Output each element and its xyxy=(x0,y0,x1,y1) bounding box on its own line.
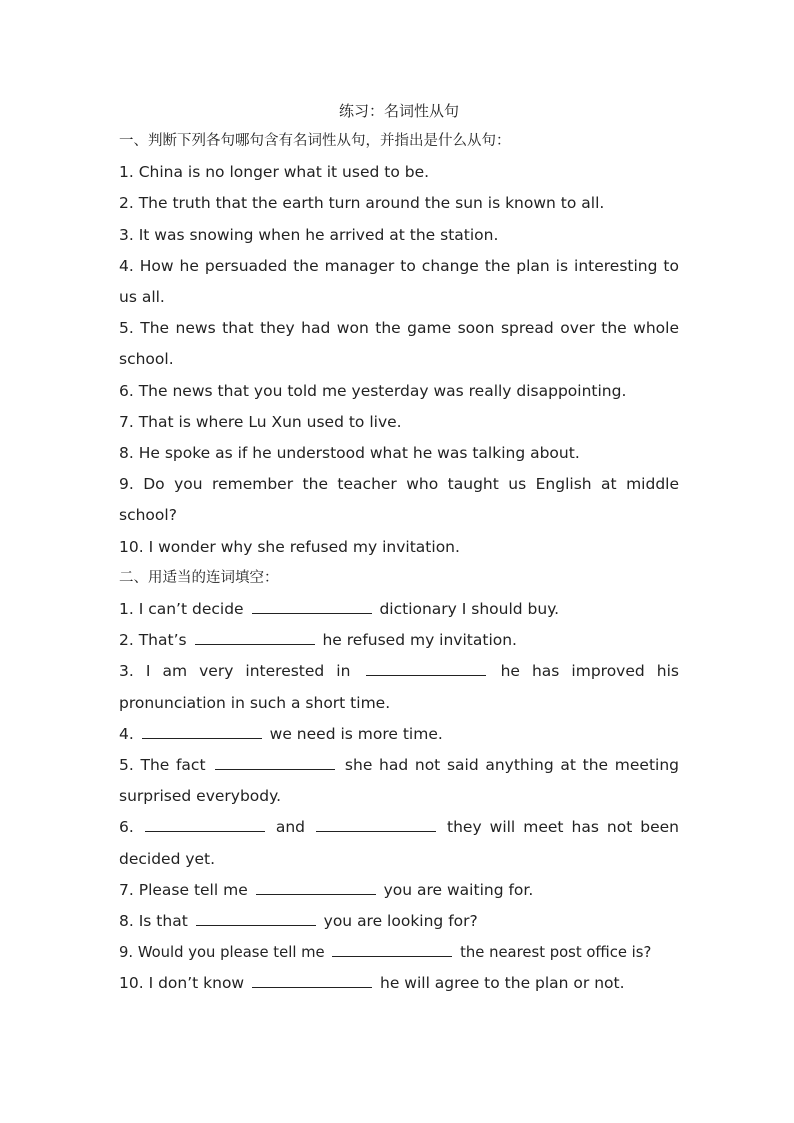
fill-item-prefix: 10. I don’t know xyxy=(119,974,245,993)
sentence-item: 4. How he persuaded the manager to change the plan is interesting to us all. xyxy=(119,256,679,307)
fill-item xyxy=(119,750,679,812)
fill-item-prefix: 4. xyxy=(119,724,134,743)
answer-blank[interactable] xyxy=(142,724,262,739)
answer-blank[interactable] xyxy=(145,817,265,832)
fill-item xyxy=(119,875,679,906)
section-judge xyxy=(119,126,679,563)
fill-item-suffix: he will agree to the plan or not. xyxy=(380,974,625,993)
sentence-item: 10. I wonder why she refused my invitation. xyxy=(119,537,460,556)
sentence-item: 1. China is no longer what it used to be. xyxy=(119,163,430,182)
fill-item-suffix: she had not said anything at the meeting surprised everybody. xyxy=(119,756,679,806)
answer-blank[interactable] xyxy=(316,817,436,832)
fill-item-prefix: 1. I can’t decide xyxy=(119,600,244,619)
answer-blank[interactable] xyxy=(366,661,486,676)
section-heading: 二、用适当的连词填空： xyxy=(119,569,279,586)
answer-blank[interactable] xyxy=(252,599,372,614)
answer-blank[interactable] xyxy=(195,630,315,645)
fill-item-suffix: they will meet has not been decided yet. xyxy=(119,818,680,868)
fill-item-prefix: 3. I am very interested in xyxy=(119,662,351,681)
worksheet-page xyxy=(119,98,679,1000)
fill-item-suffix: you are waiting for. xyxy=(383,880,534,899)
sentence-item: 5. The news that they had won the game soon spread over the whole school. xyxy=(119,319,679,369)
fill-item-connector: and xyxy=(275,818,305,837)
fill-item xyxy=(119,937,679,968)
fill-item xyxy=(119,906,679,937)
fill-item-suffix: the nearest post office is? xyxy=(460,944,652,962)
page-title: 练习：名词性从句 xyxy=(338,102,459,120)
section-heading: 一、判断下列各句哪句含有名词性从句，并指出是什么从句： xyxy=(119,133,511,149)
fill-item xyxy=(119,625,679,656)
fill-item xyxy=(119,656,679,718)
sentence-item: 3. It was snowing when he arrived at the station. xyxy=(119,225,499,244)
sentence-item: 7. That is where Lu Xun used to live. xyxy=(119,412,402,431)
sentence-item: 2. The truth that the earth turn around the sun is known to all. xyxy=(119,194,605,213)
fill-item-prefix: 6. xyxy=(119,818,134,837)
fill-item-prefix: 5. The fact xyxy=(119,756,206,775)
sentence-item: 6. The news that you told me yesterday was really disappointing. xyxy=(119,381,627,400)
answer-blank[interactable] xyxy=(252,973,372,988)
fill-item-suffix: we need is more time. xyxy=(269,724,443,743)
sentence-item: 9. Do you remember the teacher who taught us English at middle school? xyxy=(119,475,679,525)
fill-item xyxy=(119,719,679,750)
section-fill-in xyxy=(119,563,679,1000)
answer-blank[interactable] xyxy=(215,755,335,770)
fill-item xyxy=(119,812,679,874)
answer-blank[interactable] xyxy=(256,880,376,895)
fill-item xyxy=(119,594,679,625)
answer-blank[interactable] xyxy=(196,911,316,926)
fill-item xyxy=(119,968,679,999)
fill-item-prefix: 7. Please tell me xyxy=(119,880,248,899)
fill-item-suffix: he refused my invitation. xyxy=(322,631,517,650)
answer-blank[interactable] xyxy=(332,942,452,957)
sentence-item: 8. He spoke as if he understood what he was talking about. xyxy=(119,444,580,463)
fill-item-suffix: he has improved his pronunciation in such a short time. xyxy=(119,662,679,712)
fill-item-prefix: 8. Is that xyxy=(119,912,188,931)
fill-item-prefix: 9. Would you please tell me xyxy=(119,944,325,962)
fill-item-prefix: 2. That’s xyxy=(119,631,187,650)
fill-item-suffix: you are looking for? xyxy=(323,912,478,931)
fill-item-suffix: dictionary I should buy. xyxy=(379,600,560,619)
